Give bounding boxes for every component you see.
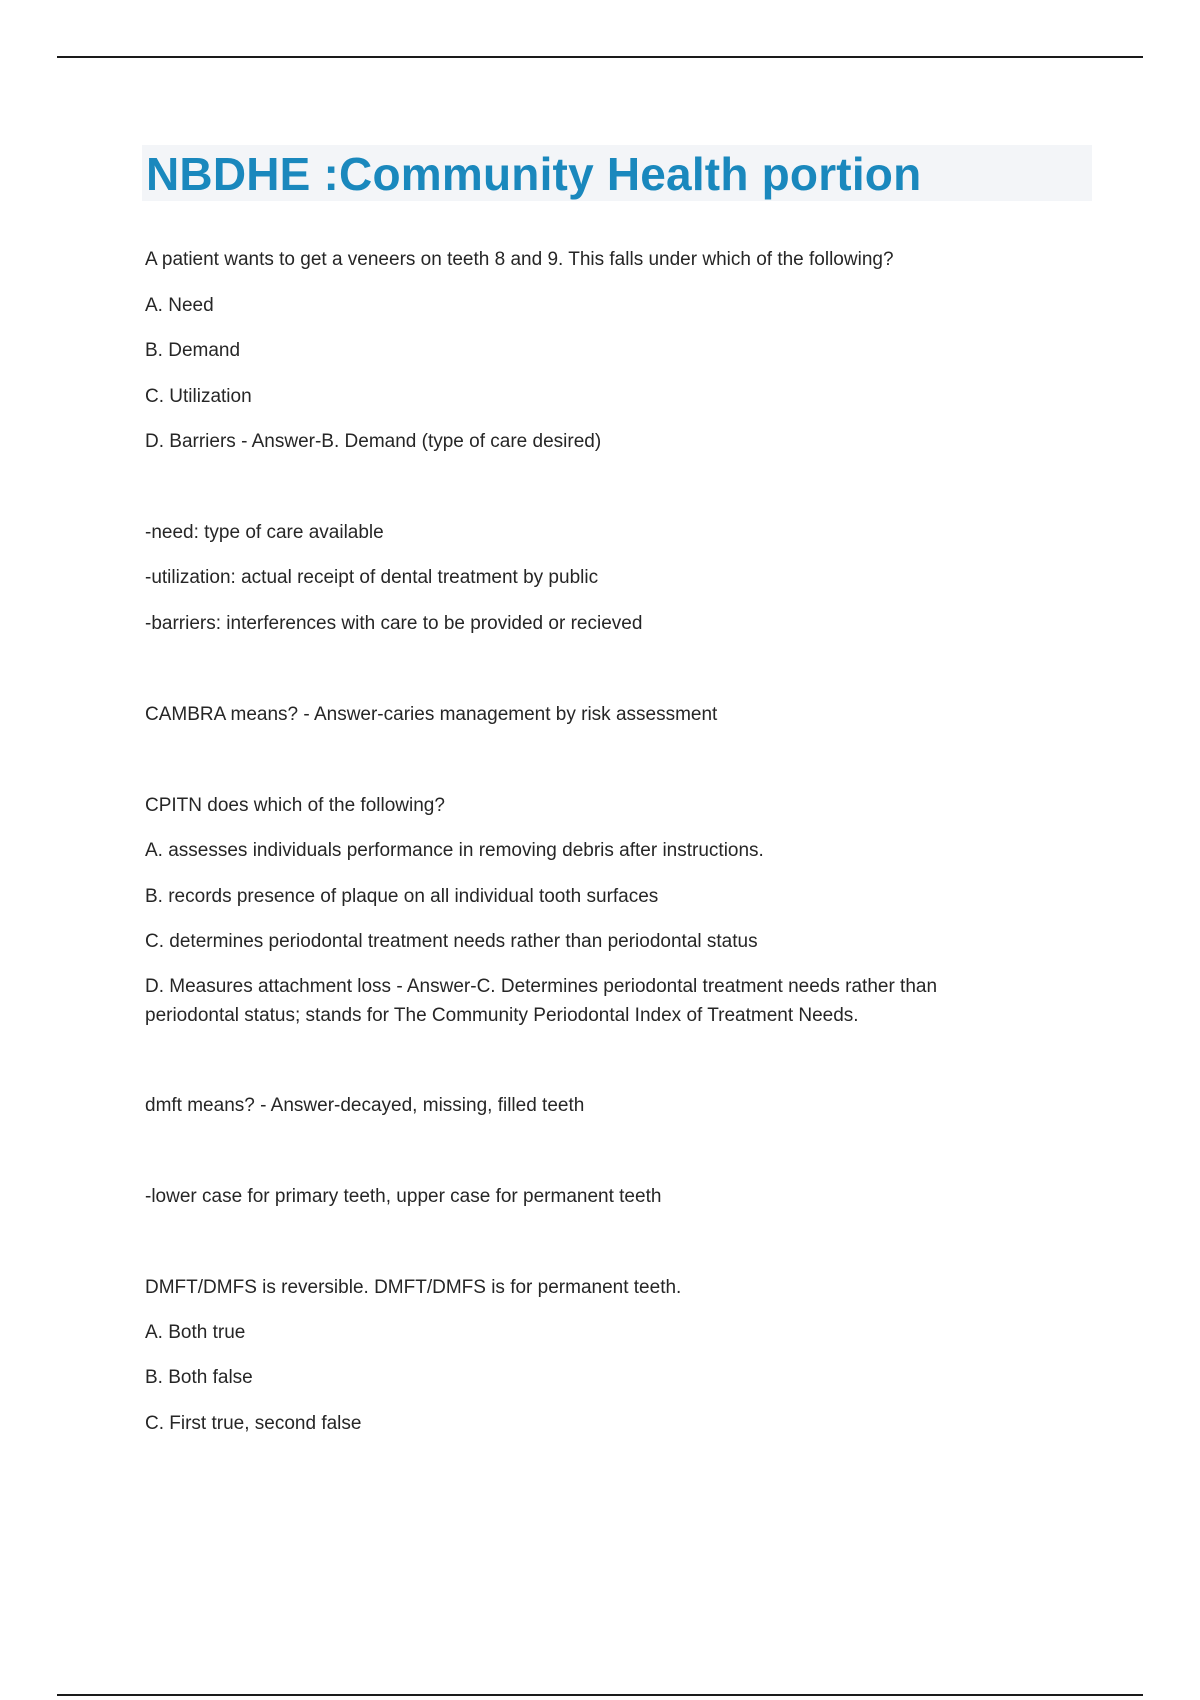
question-3-option-d-answer: D. Measures attachment loss - Answer-C. Determines periodontal treatment needs rather than <box>145 976 938 997</box>
note-barriers: -barriers: interferences with care to be provided or recieved <box>145 613 643 634</box>
question-1-option-d-answer: D. Barriers - Answer-B. Demand (type of care desired) <box>145 431 602 452</box>
question-3-option-a: A. assesses individuals performance in removing debris after instructions. <box>145 840 764 861</box>
footer-rule <box>57 1694 1143 1696</box>
question-1-text: A patient wants to get a veneers on teeth 8 and 9. This falls under which of the following? <box>145 249 894 270</box>
document-title: NBDHE :Community Health portion <box>146 148 922 200</box>
question-4-dmft: dmft means? - Answer-decayed, missing, filled teeth <box>145 1095 585 1116</box>
question-5-option-c: C. First true, second false <box>145 1413 362 1434</box>
question-5-option-b: B. Both false <box>145 1367 253 1388</box>
note-case: -lower case for primary teeth, upper case for permanent teeth <box>145 1186 662 1207</box>
question-5-option-a: A. Both true <box>145 1322 246 1343</box>
question-1-option-c: C. Utilization <box>145 386 252 407</box>
header-rule <box>57 56 1143 58</box>
question-3-text: CPITN does which of the following? <box>145 795 445 816</box>
question-3-option-b: B. records presence of plaque on all individual tooth surfaces <box>145 886 659 907</box>
question-2-cambra: CAMBRA means? - Answer-caries management by risk assessment <box>145 704 718 725</box>
note-need: -need: type of care available <box>145 522 384 543</box>
question-5-text: DMFT/DMFS is reversible. DMFT/DMFS is for permanent teeth. <box>145 1277 682 1298</box>
question-1-option-a: A. Need <box>145 295 214 316</box>
question-3-option-c: C. determines periodontal treatment needs rather than periodontal status <box>145 931 758 952</box>
question-1-option-b: B. Demand <box>145 340 241 361</box>
note-utilization: -utilization: actual receipt of dental treatment by public <box>145 567 599 588</box>
question-3-answer-continued: periodontal status; stands for The Community Periodontal Index of Treatment Needs. <box>145 1005 859 1026</box>
